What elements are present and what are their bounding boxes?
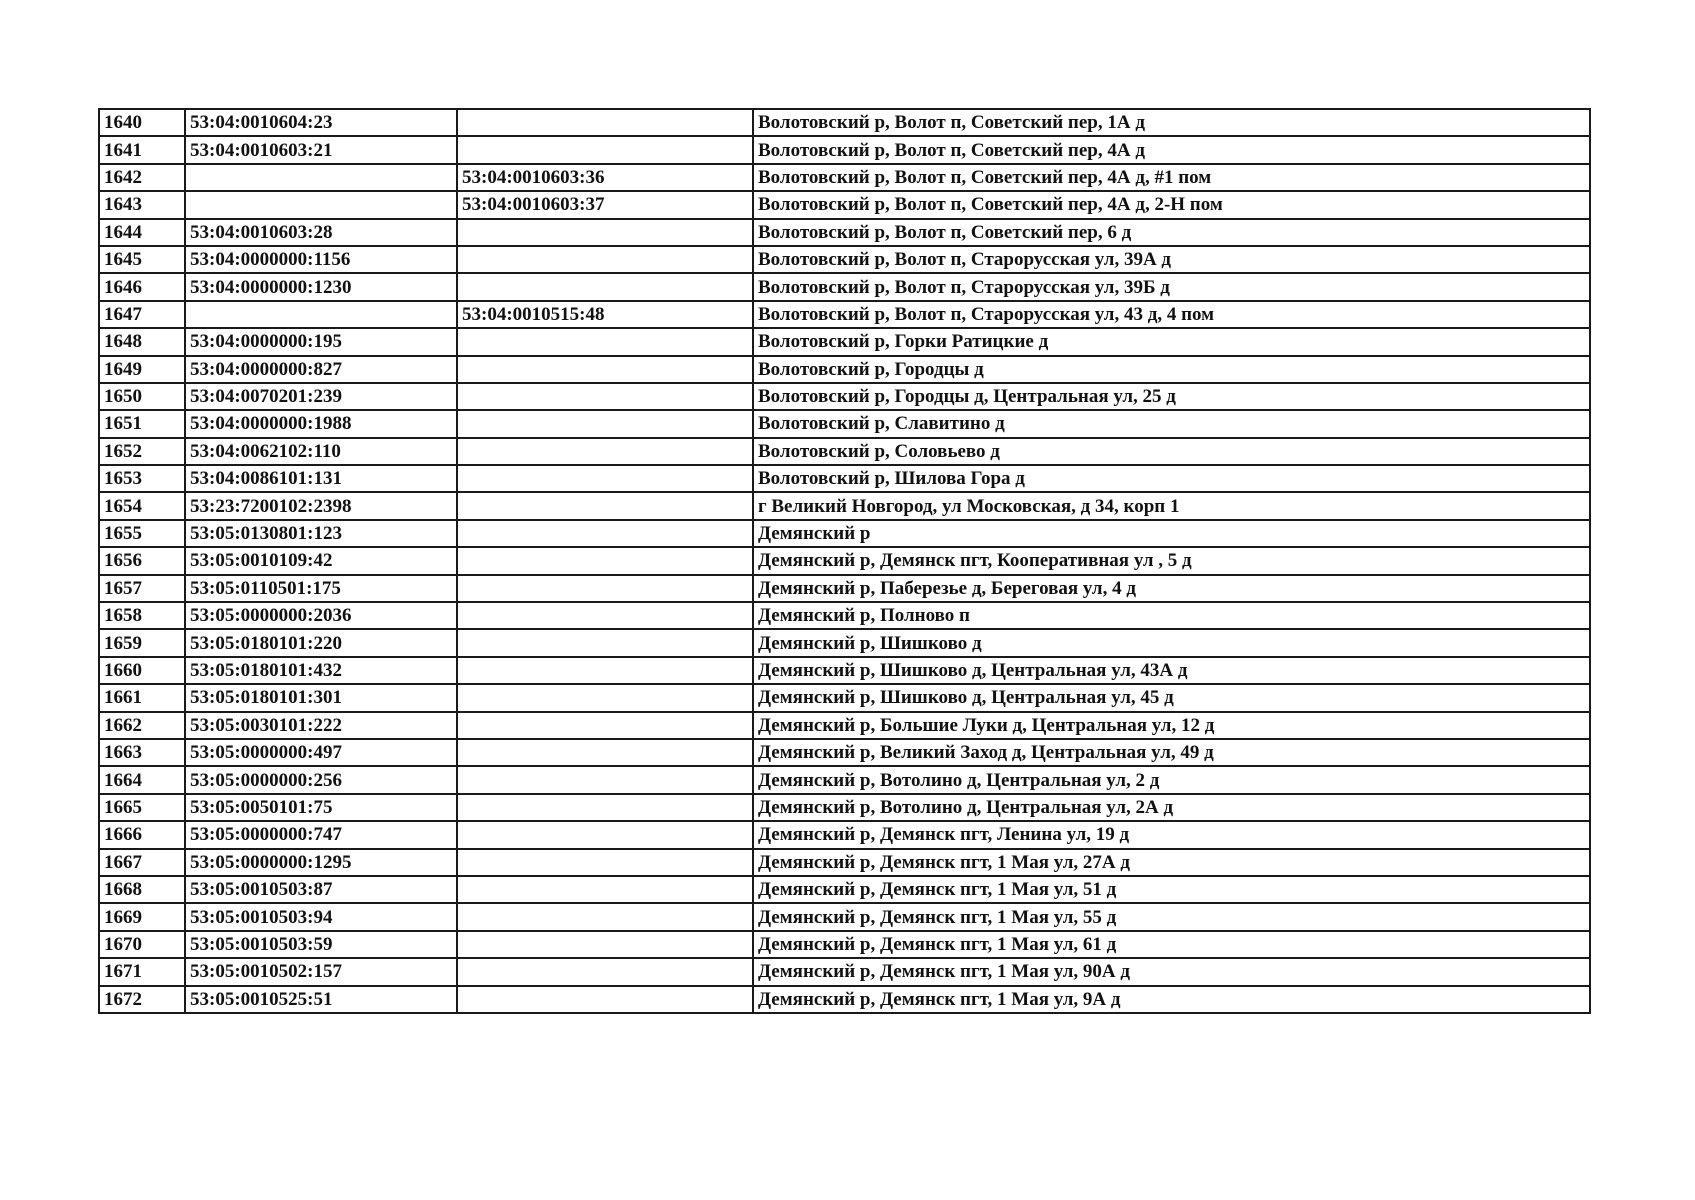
premises-cadastral-cell — [457, 246, 753, 273]
premises-cadastral-cell — [457, 383, 753, 410]
table-row — [99, 164, 1590, 191]
table-row — [99, 410, 1590, 437]
row-number-cell: 1670 — [99, 931, 185, 958]
cadastral-number-cell: 53:04:0000000:827 — [185, 356, 457, 383]
row-number-cell: 1644 — [99, 219, 185, 246]
table-body — [99, 109, 1590, 1013]
row-number-cell: 1652 — [99, 438, 185, 465]
cadastral-number-cell: 53:05:0000000:1295 — [185, 849, 457, 876]
cadastral-number-cell: 53:05:0030101:222 — [185, 712, 457, 739]
premises-cadastral-cell — [457, 931, 753, 958]
table-row — [99, 219, 1590, 246]
table-row — [99, 328, 1590, 355]
address-cell: Волотовский р, Городцы д, Центральная ул, 25 д — [753, 383, 1590, 410]
table-row — [99, 246, 1590, 273]
row-number-cell: 1653 — [99, 465, 185, 492]
row-number-cell: 1671 — [99, 958, 185, 985]
table-row — [99, 903, 1590, 930]
address-cell: Демянский р, Паберезье д, Береговая ул, 4 д — [753, 575, 1590, 602]
address-cell: Демянский р, Шишково д, Центральная ул, 45 д — [753, 684, 1590, 711]
table-row — [99, 575, 1590, 602]
premises-cadastral-cell — [457, 684, 753, 711]
address-cell: Волотовский р, Волот п, Старорусская ул, 39Б д — [753, 273, 1590, 300]
table-row — [99, 794, 1590, 821]
table-row — [99, 356, 1590, 383]
address-cell: Демянский р, Демянск пгт, 1 Мая ул, 51 д — [753, 876, 1590, 903]
row-number-cell: 1646 — [99, 273, 185, 300]
cadastral-number-cell: 53:05:0010502:157 — [185, 958, 457, 985]
cadastral-number-cell: 53:05:0000000:747 — [185, 821, 457, 848]
row-number-cell: 1666 — [99, 821, 185, 848]
table-row — [99, 273, 1590, 300]
row-number-cell: 1664 — [99, 766, 185, 793]
row-number-cell: 1667 — [99, 849, 185, 876]
address-cell: г Великий Новгород, ул Московская, д 34, корп 1 — [753, 492, 1590, 519]
cadastral-number-cell: 53:05:0010503:59 — [185, 931, 457, 958]
row-number-cell: 1658 — [99, 602, 185, 629]
cadastral-number-cell: 53:05:0180101:220 — [185, 629, 457, 656]
premises-cadastral-cell: 53:04:0010603:36 — [457, 164, 753, 191]
table-row — [99, 520, 1590, 547]
cadastral-number-cell: 53:05:0000000:256 — [185, 766, 457, 793]
premises-cadastral-cell — [457, 520, 753, 547]
table-row — [99, 849, 1590, 876]
row-number-cell: 1663 — [99, 739, 185, 766]
cadastral-number-cell: 53:04:0000000:1988 — [185, 410, 457, 437]
table-row — [99, 684, 1590, 711]
premises-cadastral-cell — [457, 328, 753, 355]
cadastral-number-cell: 53:04:0010603:21 — [185, 136, 457, 163]
cadastral-number-cell: 53:05:0180101:301 — [185, 684, 457, 711]
table-row — [99, 301, 1590, 328]
row-number-cell: 1651 — [99, 410, 185, 437]
premises-cadastral-cell — [457, 629, 753, 656]
row-number-cell: 1660 — [99, 657, 185, 684]
address-cell: Демянский р, Большие Луки д, Центральная ул, 12 д — [753, 712, 1590, 739]
cadastral-number-cell: 53:05:0000000:2036 — [185, 602, 457, 629]
cadastral-number-cell: 53:04:0000000:1230 — [185, 273, 457, 300]
premises-cadastral-cell — [457, 109, 753, 136]
cadastral-number-cell: 53:05:0010503:94 — [185, 903, 457, 930]
address-cell: Демянский р, Демянск пгт, 1 Мая ул, 27А д — [753, 849, 1590, 876]
property-registry-table — [98, 108, 1591, 1014]
cadastral-number-cell — [185, 191, 457, 218]
table-row — [99, 739, 1590, 766]
premises-cadastral-cell — [457, 739, 753, 766]
row-number-cell: 1645 — [99, 246, 185, 273]
premises-cadastral-cell — [457, 438, 753, 465]
row-number-cell: 1662 — [99, 712, 185, 739]
cadastral-number-cell: 53:04:0062102:110 — [185, 438, 457, 465]
cadastral-number-cell — [185, 164, 457, 191]
row-number-cell: 1672 — [99, 986, 185, 1013]
address-cell: Волотовский р, Волот п, Старорусская ул, 43 д, 4 пом — [753, 301, 1590, 328]
cadastral-number-cell: 53:04:0086101:131 — [185, 465, 457, 492]
table-row — [99, 136, 1590, 163]
address-cell: Демянский р, Шишково д — [753, 629, 1590, 656]
row-number-cell: 1642 — [99, 164, 185, 191]
table-row — [99, 492, 1590, 519]
table-row — [99, 958, 1590, 985]
address-cell: Демянский р, Демянск пгт, 1 Мая ул, 55 д — [753, 903, 1590, 930]
premises-cadastral-cell — [457, 356, 753, 383]
address-cell: Волотовский р, Волот п, Советский пер, 1А д — [753, 109, 1590, 136]
cadastral-number-cell: 53:04:0010604:23 — [185, 109, 457, 136]
table-row — [99, 712, 1590, 739]
address-cell: Волотовский р, Волот п, Советский пер, 4А д, #1 пом — [753, 164, 1590, 191]
table-row — [99, 383, 1590, 410]
cadastral-number-cell: 53:05:0180101:432 — [185, 657, 457, 684]
row-number-cell: 1640 — [99, 109, 185, 136]
premises-cadastral-cell — [457, 766, 753, 793]
table-row — [99, 438, 1590, 465]
address-cell: Волотовский р, Волот п, Старорусская ул, 39А д — [753, 246, 1590, 273]
table-row — [99, 766, 1590, 793]
address-cell: Демянский р, Шишково д, Центральная ул, 43А д — [753, 657, 1590, 684]
premises-cadastral-cell — [457, 794, 753, 821]
address-cell: Демянский р, Великий Заход д, Центральная ул, 49 д — [753, 739, 1590, 766]
address-cell: Демянский р — [753, 520, 1590, 547]
premises-cadastral-cell — [457, 136, 753, 163]
row-number-cell: 1669 — [99, 903, 185, 930]
table-row — [99, 109, 1590, 136]
address-cell: Демянский р, Вотолино д, Центральная ул, 2А д — [753, 794, 1590, 821]
address-cell: Волотовский р, Волот п, Советский пер, 4А д, 2-Н пом — [753, 191, 1590, 218]
table-row — [99, 465, 1590, 492]
premises-cadastral-cell — [457, 986, 753, 1013]
row-number-cell: 1648 — [99, 328, 185, 355]
premises-cadastral-cell — [457, 712, 753, 739]
address-cell: Волотовский р, Славитино д — [753, 410, 1590, 437]
row-number-cell: 1657 — [99, 575, 185, 602]
address-cell: Волотовский р, Волот п, Советский пер, 6 д — [753, 219, 1590, 246]
row-number-cell: 1661 — [99, 684, 185, 711]
address-cell: Демянский р, Демянск пгт, Ленина ул, 19 д — [753, 821, 1590, 848]
premises-cadastral-cell — [457, 410, 753, 437]
cadastral-number-cell: 53:04:0000000:1156 — [185, 246, 457, 273]
table-row — [99, 629, 1590, 656]
table-row — [99, 547, 1590, 574]
table-row — [99, 876, 1590, 903]
cadastral-number-cell: 53:05:0050101:75 — [185, 794, 457, 821]
table-row — [99, 931, 1590, 958]
row-number-cell: 1649 — [99, 356, 185, 383]
table-row — [99, 821, 1590, 848]
address-cell: Демянский р, Демянск пгт, 1 Мая ул, 90А д — [753, 958, 1590, 985]
premises-cadastral-cell — [457, 602, 753, 629]
address-cell: Демянский р, Демянск пгт, 1 Мая ул, 9А д — [753, 986, 1590, 1013]
table-row — [99, 986, 1590, 1013]
cadastral-number-cell: 53:04:0010603:28 — [185, 219, 457, 246]
cadastral-number-cell: 53:05:0000000:497 — [185, 739, 457, 766]
address-cell: Волотовский р, Волот п, Советский пер, 4А д — [753, 136, 1590, 163]
premises-cadastral-cell — [457, 876, 753, 903]
row-number-cell: 1668 — [99, 876, 185, 903]
row-number-cell: 1665 — [99, 794, 185, 821]
cadastral-number-cell: 53:23:7200102:2398 — [185, 492, 457, 519]
address-cell: Волотовский р, Шилова Гора д — [753, 465, 1590, 492]
premises-cadastral-cell — [457, 849, 753, 876]
cadastral-number-cell: 53:04:0000000:195 — [185, 328, 457, 355]
table-row — [99, 191, 1590, 218]
premises-cadastral-cell — [457, 575, 753, 602]
row-number-cell: 1647 — [99, 301, 185, 328]
premises-cadastral-cell: 53:04:0010515:48 — [457, 301, 753, 328]
premises-cadastral-cell — [457, 465, 753, 492]
address-cell: Демянский р, Полново п — [753, 602, 1590, 629]
row-number-cell: 1655 — [99, 520, 185, 547]
table-row — [99, 657, 1590, 684]
address-cell: Демянский р, Вотолино д, Центральная ул, 2 д — [753, 766, 1590, 793]
address-cell: Демянский р, Демянск пгт, Кооперативная ул , 5 д — [753, 547, 1590, 574]
cadastral-number-cell: 53:05:0010525:51 — [185, 986, 457, 1013]
row-number-cell: 1641 — [99, 136, 185, 163]
premises-cadastral-cell — [457, 273, 753, 300]
premises-cadastral-cell — [457, 219, 753, 246]
table-row — [99, 602, 1590, 629]
row-number-cell: 1659 — [99, 629, 185, 656]
cadastral-number-cell: 53:05:0130801:123 — [185, 520, 457, 547]
address-cell: Демянский р, Демянск пгт, 1 Мая ул, 61 д — [753, 931, 1590, 958]
row-number-cell: 1650 — [99, 383, 185, 410]
cadastral-number-cell: 53:05:0010109:42 — [185, 547, 457, 574]
premises-cadastral-cell — [457, 657, 753, 684]
premises-cadastral-cell — [457, 547, 753, 574]
address-cell: Волотовский р, Горки Ратицкие д — [753, 328, 1590, 355]
row-number-cell: 1654 — [99, 492, 185, 519]
cadastral-number-cell: 53:04:0070201:239 — [185, 383, 457, 410]
premises-cadastral-cell — [457, 821, 753, 848]
row-number-cell: 1643 — [99, 191, 185, 218]
premises-cadastral-cell — [457, 492, 753, 519]
cadastral-number-cell: 53:05:0110501:175 — [185, 575, 457, 602]
row-number-cell: 1656 — [99, 547, 185, 574]
cadastral-number-cell: 53:05:0010503:87 — [185, 876, 457, 903]
address-cell: Волотовский р, Соловьево д — [753, 438, 1590, 465]
premises-cadastral-cell: 53:04:0010603:37 — [457, 191, 753, 218]
premises-cadastral-cell — [457, 903, 753, 930]
premises-cadastral-cell — [457, 958, 753, 985]
cadastral-number-cell — [185, 301, 457, 328]
address-cell: Волотовский р, Городцы д — [753, 356, 1590, 383]
